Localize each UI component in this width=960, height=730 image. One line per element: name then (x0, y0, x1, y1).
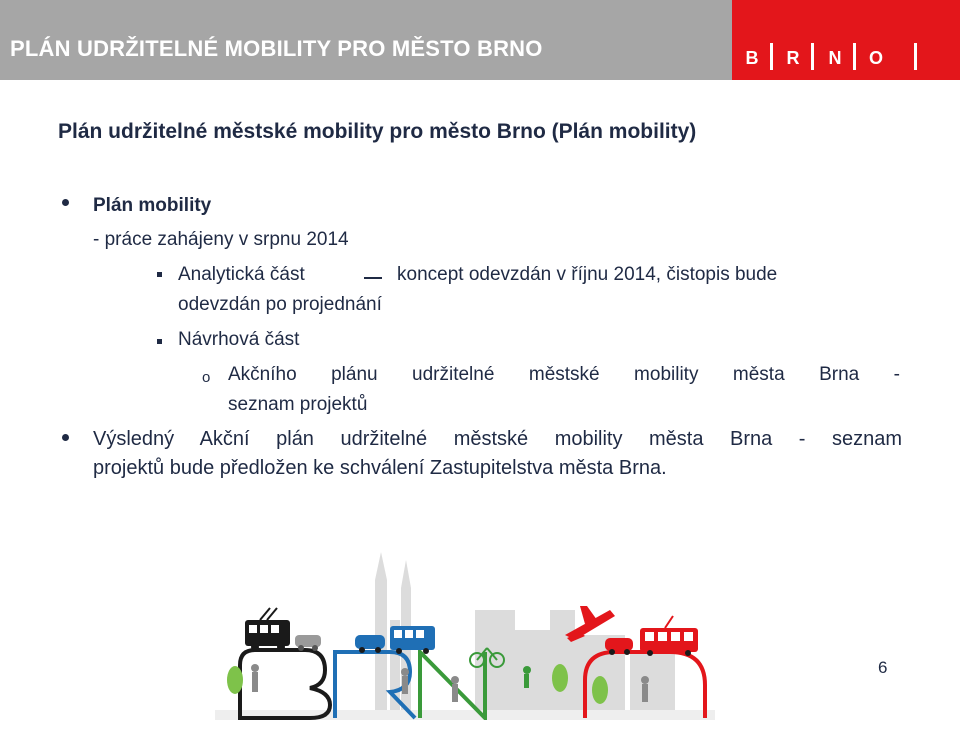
bullet-dot (62, 434, 69, 441)
analytical-part-term: Analytická část (178, 264, 305, 285)
tram-icon (640, 616, 698, 656)
mobility-illustration (215, 540, 735, 720)
slide-title: Plán udržitelné městské mobility pro město Brno (Plán mobility) (58, 120, 697, 143)
circle-bullet: o (202, 369, 211, 386)
logo-letter-r: R (786, 48, 800, 68)
action-plan-text-line2: seznam projektů (228, 394, 368, 415)
trolleybus-icon (245, 608, 290, 651)
logo-divider (770, 43, 773, 70)
bus-icon (390, 626, 435, 654)
bullet-dot (62, 199, 69, 206)
logo-letter-b: B (745, 48, 759, 68)
presentation-title: PLÁN UDRŽITELNÉ MOBILITY PRO MĚSTO BRNO (10, 36, 543, 61)
dash-separator (364, 277, 382, 279)
square-bullet (157, 272, 162, 277)
logo-divider (853, 43, 856, 70)
analytical-part-text-line1: koncept odevzdán v říjnu 2014, čistopis bude (397, 264, 778, 285)
bullet-mobility-plan: Plán mobility (93, 195, 212, 216)
brno-logo (732, 0, 960, 80)
logo-divider (914, 43, 917, 70)
action-plan-text-line1: Akčního plánu udržitelné městské mobility města Brna - (228, 364, 900, 385)
logo-letter-n: N (828, 48, 842, 68)
final-plan-text-line2: projektů bude předložen ke schválení Zastupitelstva města Brna. (93, 457, 667, 479)
analytical-part-text-line2: odevzdán po projednání (178, 294, 382, 315)
logo-letters (732, 48, 960, 68)
final-plan-text-line1: Výsledný Akční plán udržitelné městské mobility města Brna - seznam (93, 428, 902, 450)
logo-letter-o: O (868, 48, 883, 68)
logo-divider (811, 43, 814, 70)
square-bullet (157, 339, 162, 344)
work-started-text: - práce zahájeny v srpnu 2014 (93, 229, 349, 250)
design-part-label: Návrhová část (178, 329, 300, 350)
page-number: 6 (878, 658, 888, 677)
